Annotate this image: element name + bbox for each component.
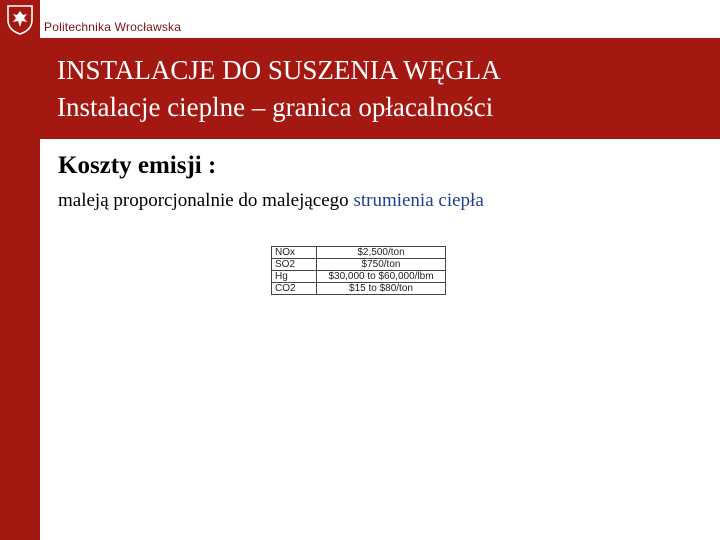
title-banner (40, 38, 720, 139)
table-row (272, 283, 446, 295)
body-text-plain: maleją proporcjonalnie do malejącego (58, 190, 354, 211)
brand-name: Politechnika Wrocławska (44, 20, 182, 34)
body-text-highlight: strumienia ciepła (353, 190, 484, 211)
cost-cell: $30,000 to $60,000/lbm (317, 271, 446, 283)
pollutant-cell: Hg (272, 271, 317, 283)
cost-cell: $15 to $80/ton (317, 283, 446, 295)
body-text (58, 190, 484, 212)
section-heading: Koszty emisji : (58, 152, 217, 179)
slide-subtitle: Instalacje cieplne – granica opłacalności (57, 92, 494, 122)
pollutant-cell: SO2 (272, 259, 317, 271)
cost-cell: $2,500/ton (317, 247, 446, 259)
university-logo (0, 0, 40, 38)
left-red-sidebar (0, 0, 40, 540)
pollutant-cell: NOx (272, 247, 317, 259)
slide-title: INSTALACJE DO SUSZENIA WĘGLA (57, 55, 501, 85)
eagle-crest-icon (5, 3, 35, 35)
table-row (272, 271, 446, 283)
table-row (272, 259, 446, 271)
pollutant-cell: CO2 (272, 283, 317, 295)
table-row (272, 247, 446, 259)
cost-cell: $750/ton (317, 259, 446, 271)
emission-cost-table (271, 246, 446, 295)
